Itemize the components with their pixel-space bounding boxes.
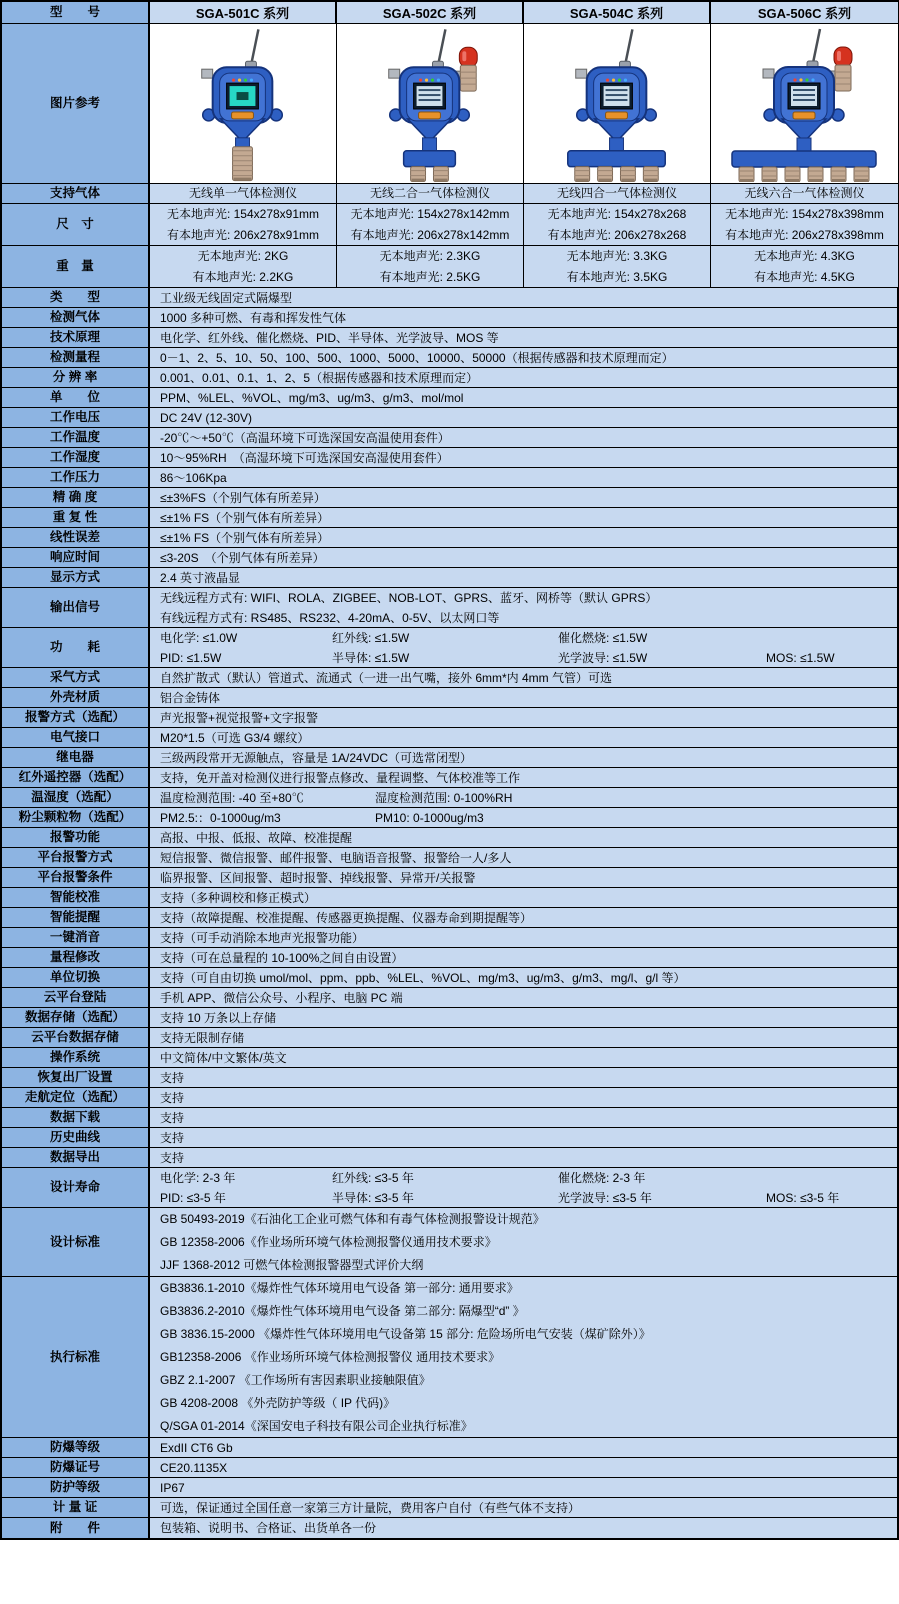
product-image-sga-506c xyxy=(711,24,898,183)
value-line: 支持（可手动消除本地声光报警功能） xyxy=(160,930,365,945)
value-segment: 红外线: ≤1.5W xyxy=(332,630,410,645)
value-line: ≤±1% FS（个别气体有所差异） xyxy=(160,510,330,525)
row-label: 工作湿度 xyxy=(2,448,150,467)
row-label: 操作系统 xyxy=(2,1048,150,1067)
spec-row xyxy=(2,1438,897,1458)
value-line: 有本地声光: 2.5KG xyxy=(379,269,481,284)
row-value xyxy=(150,928,897,947)
value-line: 无本地声光: 2KG xyxy=(197,248,289,263)
spec-row-4col xyxy=(2,204,897,246)
spec-row xyxy=(2,388,897,408)
row-value xyxy=(150,768,897,787)
row-value xyxy=(150,1148,897,1167)
header-model-label: 型 号 xyxy=(2,2,150,23)
value-line: 支持，免开盖对检测仪进行报警点修改、量程调整、气体校准等工作 xyxy=(160,770,521,785)
spec-row xyxy=(2,408,897,428)
spec-row xyxy=(2,1208,897,1277)
value-line: 手机 APP、微信公众号、小程序、电脑 PC 端 xyxy=(160,990,403,1005)
row-label: 工作压力 xyxy=(2,468,150,487)
value-segment: PM2.5:：0-1000ug/m3 xyxy=(160,810,281,825)
row-label: 功 耗 xyxy=(2,628,150,667)
value-line: 86～106Kpa xyxy=(160,470,227,485)
spec-row xyxy=(2,1028,897,1048)
value-line: 支持 xyxy=(160,1130,185,1145)
row-value xyxy=(150,1128,897,1147)
row-label: 检测量程 xyxy=(2,348,150,367)
row-value-cell xyxy=(711,204,898,245)
product-image-sga-501c xyxy=(150,24,337,183)
header-model-sga-502c: SGA-502C 系列 xyxy=(337,2,524,23)
row-label: 粉尘颗粒物（选配） xyxy=(2,808,150,827)
value-line: 无线远程方式有: WIFI、ROLA、ZIGBEE、NOB-LOT、GPRS、蓝牙、网桥等（默认 GPRS） xyxy=(160,590,658,605)
row-label: 继电器 xyxy=(2,748,150,767)
value-line: 临界报警、区间报警、超时报警、掉线报警、异常开/关报警 xyxy=(160,870,476,885)
row-label: 显示方式 xyxy=(2,568,150,587)
value-line: 有本地声光: 206x278x142mm xyxy=(350,227,510,242)
spec-row xyxy=(2,828,897,848)
row-label: 数据导出 xyxy=(2,1148,150,1167)
row-label: 重 量 xyxy=(2,246,150,287)
spec-row xyxy=(2,348,897,368)
value-segment: PM10: 0-1000ug/m3 xyxy=(375,810,484,825)
spec-row xyxy=(2,748,897,768)
spec-row xyxy=(2,1008,897,1028)
spec-row xyxy=(2,1518,897,1538)
value-line: 有本地声光: 4.5KG xyxy=(754,269,855,284)
row-value xyxy=(150,748,897,767)
row-label: 线性误差 xyxy=(2,528,150,547)
row-label: 防爆等级 xyxy=(2,1438,150,1457)
row-value xyxy=(150,1518,897,1538)
row-value xyxy=(150,888,897,907)
row-label: 外壳材质 xyxy=(2,688,150,707)
value-line: ExdII CT6 Gb xyxy=(160,1440,233,1455)
row-value-cell xyxy=(337,184,524,203)
value-line: 无线四合一气体检测仪 xyxy=(556,186,677,200)
spec-row xyxy=(2,568,897,588)
row-label: 检测气体 xyxy=(2,308,150,327)
value-segment: 红外线: ≤3-5 年 xyxy=(332,1170,414,1185)
value-line: 可选，保证通过全国任意一家第三方计量院，费用客户自付（有些气体不支持） xyxy=(160,1500,581,1515)
row-value xyxy=(150,288,897,307)
row-label: 智能提醒 xyxy=(2,908,150,927)
row-value xyxy=(150,408,897,427)
spec-row xyxy=(2,308,897,328)
row-value xyxy=(150,708,897,727)
value-line: 无本地声光: 154x278x142mm xyxy=(350,206,510,221)
row-value xyxy=(150,1068,897,1087)
row-value xyxy=(150,488,897,507)
row-value xyxy=(150,968,897,987)
value-line: GB 3836.15-2000 《爆炸性气体环境用电气设备第 15 部分: 危险场所电气安装（煤矿除外）》 xyxy=(160,1326,651,1341)
row-value-cell xyxy=(711,246,898,287)
value-segment: 光学波导: ≤3-5 年 xyxy=(558,1190,652,1205)
value-line: GB3836.1-2010《爆炸性气体环境用电气设备 第一部分: 通用要求》 xyxy=(160,1280,519,1295)
row-value xyxy=(150,848,897,867)
row-label: 数据存储（选配） xyxy=(2,1008,150,1027)
row-label: 恢复出厂设置 xyxy=(2,1068,150,1087)
row-value xyxy=(150,588,897,627)
value-line: 声光报警+视觉报警+文字报警 xyxy=(160,710,319,725)
row-value xyxy=(150,328,897,347)
spec-row xyxy=(2,908,897,928)
row-value xyxy=(150,1028,897,1047)
value-segment: 半导体: ≤3-5 年 xyxy=(332,1190,414,1205)
row-value xyxy=(150,808,897,827)
value-line: 2.4 英寸液晶显 xyxy=(160,570,241,585)
header-model-sga-501c: SGA-501C 系列 xyxy=(150,2,337,23)
value-line: 支持无限制存储 xyxy=(160,1030,245,1045)
row-label: 设计标准 xyxy=(2,1208,150,1276)
row-label: 历史曲线 xyxy=(2,1128,150,1147)
value-line xyxy=(160,648,897,668)
value-line: 有本地声光: 206x278x91mm xyxy=(166,227,320,242)
row-value xyxy=(150,448,897,467)
row-label: 一键消音 xyxy=(2,928,150,947)
row-value xyxy=(150,1458,897,1477)
value-line: 无本地声光: 4.3KG xyxy=(754,248,855,263)
spec-row xyxy=(2,1048,897,1068)
row-label: 防护等级 xyxy=(2,1478,150,1497)
value-segment: PID: ≤1.5W xyxy=(160,650,222,665)
spec-row xyxy=(2,1088,897,1108)
row-label: 采气方式 xyxy=(2,668,150,687)
value-line: 0.001、0.01、0.1、1、2、5（根据传感器和技术原理而定） xyxy=(160,370,479,385)
value-line: 0－1、2、5、10、50、100、500、1000、5000、10000、50000（根据传感器和技术原理而定） xyxy=(160,350,674,365)
value-line: 无本地声光: 154x278x398mm xyxy=(725,206,884,221)
value-line: 无线六合一气体检测仪 xyxy=(744,186,865,200)
value-line: ≤±3%FS（个别气体有所差异） xyxy=(160,490,326,505)
value-line: 有线远程方式有: RS485、RS232、4-20mA、0-5V、以太网口等 xyxy=(160,610,500,625)
row-value xyxy=(150,1498,897,1517)
row-label: 走航定位（选配） xyxy=(2,1088,150,1107)
row-label: 工作电压 xyxy=(2,408,150,427)
spec-row xyxy=(2,288,897,308)
spec-row xyxy=(2,628,897,668)
row-label: 温湿度（选配） xyxy=(2,788,150,807)
row-value xyxy=(150,988,897,1007)
row-value xyxy=(150,1478,897,1497)
row-value xyxy=(150,688,897,707)
value-segment: PID: ≤3-5 年 xyxy=(160,1190,226,1205)
value-line: GB3836.2-2010《爆炸性气体环境用电气设备 第二部分: 隔爆型“d” 》 xyxy=(160,1303,525,1318)
row-label: 量程修改 xyxy=(2,948,150,967)
row-value xyxy=(150,508,897,527)
row-label: 电气接口 xyxy=(2,728,150,747)
product-image-sga-502c xyxy=(337,24,524,183)
value-line: 工业级无线固定式隔爆型 xyxy=(160,290,293,305)
row-label: 类 型 xyxy=(2,288,150,307)
row-label: 单 位 xyxy=(2,388,150,407)
spec-row xyxy=(2,868,897,888)
gas-detector-6-sensor-beacon xyxy=(711,25,898,182)
row-value xyxy=(150,528,897,547)
value-line: 1000 多种可燃、有毒和挥发性气体 xyxy=(160,310,347,325)
row-value-cell xyxy=(150,246,337,287)
product-image-sga-504c xyxy=(524,24,711,183)
value-line: 无本地声光: 3.3KG xyxy=(566,248,668,263)
value-segment: 催化燃烧: 2-3 年 xyxy=(558,1170,646,1185)
row-value-cell xyxy=(524,204,711,245)
value-line: 有本地声光: 206x278x398mm xyxy=(725,227,884,242)
value-line: 支持 xyxy=(160,1110,185,1125)
row-value-cell xyxy=(524,246,711,287)
value-line: IP67 xyxy=(160,1480,185,1495)
spec-row xyxy=(2,328,897,348)
row-value xyxy=(150,1168,897,1207)
value-line: JJF 1368-2012 可燃气体检测报警器型式评价大纲 xyxy=(160,1257,424,1272)
header-row xyxy=(2,2,897,24)
value-line: CE20.1135X xyxy=(160,1460,228,1475)
value-line: 支持 xyxy=(160,1070,185,1085)
spec-row xyxy=(2,1498,897,1518)
value-line: 中文简体/中文繁体/英文 xyxy=(160,1050,287,1065)
value-segment: 半导体: ≤1.5W xyxy=(332,650,410,665)
value-line: 支持 10 万条以上存储 xyxy=(160,1010,277,1025)
row-value xyxy=(150,1277,897,1437)
spec-row xyxy=(2,1108,897,1128)
row-value xyxy=(150,788,897,807)
spec-row xyxy=(2,508,897,528)
spec-row xyxy=(2,488,897,508)
value-line xyxy=(160,808,897,828)
row-value-cell xyxy=(524,184,711,203)
header-model-sga-506c: SGA-506C 系列 xyxy=(711,2,898,23)
row-value-cell xyxy=(337,204,524,245)
row-value xyxy=(150,628,897,667)
value-line: 电化学、红外线、催化燃烧、PID、半导体、光学波导、MOS 等 xyxy=(160,330,499,345)
row-value xyxy=(150,828,897,847)
value-line: 10～95%RH （高湿环境下可选深国安高湿使用套件） xyxy=(160,450,449,465)
row-value xyxy=(150,1438,897,1457)
spec-row xyxy=(2,548,897,568)
spec-row xyxy=(2,1128,897,1148)
value-line: 支持（多种调校和修正模式） xyxy=(160,890,317,905)
row-value xyxy=(150,1108,897,1127)
value-segment: MOS: ≤3-5 年 xyxy=(766,1190,840,1205)
row-value xyxy=(150,668,897,687)
value-line: 无线单一气体检测仪 xyxy=(188,186,297,200)
row-label: 设计寿命 xyxy=(2,1168,150,1207)
row-value xyxy=(150,948,897,967)
spec-row xyxy=(2,988,897,1008)
row-label: 平台报警方式 xyxy=(2,848,150,867)
row-value xyxy=(150,868,897,887)
row-label: 防爆证号 xyxy=(2,1458,150,1477)
spec-row xyxy=(2,768,897,788)
row-value-cell xyxy=(711,184,898,203)
row-label: 支持气体 xyxy=(2,184,150,203)
value-line: -20℃～+50℃（高温环境下可选深国安高温使用套件） xyxy=(160,430,450,445)
value-line: 包装箱、说明书、合格证、出货单各一份 xyxy=(160,1521,377,1535)
spec-row xyxy=(2,1277,897,1438)
row-label: 平台报警条件 xyxy=(2,868,150,887)
row-value xyxy=(150,908,897,927)
spec-row xyxy=(2,728,897,748)
value-line xyxy=(160,1168,897,1188)
value-line: GB 50493-2019《石油化工企业可燃气体和有毒气体检测报警设计规范》 xyxy=(160,1211,545,1226)
spec-row xyxy=(2,1068,897,1088)
row-label: 单位切换 xyxy=(2,968,150,987)
row-label: 附 件 xyxy=(2,1518,150,1538)
image-row-label: 图片参考 xyxy=(2,24,150,183)
value-line: 有本地声光: 206x278x268 xyxy=(547,227,687,242)
value-line: ≤±1% FS（个别气体有所差异） xyxy=(160,530,330,545)
row-label: 工作温度 xyxy=(2,428,150,447)
value-line: 无本地声光: 2.3KG xyxy=(379,248,481,263)
gas-detector-4-sensor xyxy=(524,25,710,182)
spec-row xyxy=(2,688,897,708)
value-line: 铝合金铸体 xyxy=(160,690,221,705)
spec-row xyxy=(2,1458,897,1478)
spec-row xyxy=(2,428,897,448)
value-line: 支持 xyxy=(160,1150,185,1165)
spec-row xyxy=(2,948,897,968)
row-value xyxy=(150,468,897,487)
spec-row-4col xyxy=(2,184,897,204)
value-line: 支持（可自由切换 umol/mol、ppm、ppb、%LEL、%VOL、mg/m3、ug/m3、g/m3、mg/l、g/l 等） xyxy=(160,970,686,985)
value-line: 高报、中报、低报、故障、校准提醒 xyxy=(160,830,353,845)
value-line xyxy=(160,1188,897,1208)
spec-row xyxy=(2,368,897,388)
row-label: 尺 寸 xyxy=(2,204,150,245)
gas-detector-1-sensor xyxy=(150,25,336,182)
row-value-cell xyxy=(150,184,337,203)
value-line: Q/SGA 01-2014《深国安电子科技有限公司企业执行标准》 xyxy=(160,1418,473,1433)
spec-row xyxy=(2,968,897,988)
value-line: 无线二合一气体检测仪 xyxy=(369,186,490,200)
spec-row xyxy=(2,928,897,948)
row-value xyxy=(150,368,897,387)
spec-row xyxy=(2,708,897,728)
row-label: 执行标准 xyxy=(2,1277,150,1437)
spec-row xyxy=(2,588,897,628)
row-value xyxy=(150,1048,897,1067)
spec-row xyxy=(2,468,897,488)
header-model-sga-504c: SGA-504C 系列 xyxy=(524,2,711,23)
row-value xyxy=(150,428,897,447)
row-value xyxy=(150,548,897,567)
spec-row xyxy=(2,888,897,908)
spec-row xyxy=(2,1148,897,1168)
value-line xyxy=(160,628,897,648)
spec-row xyxy=(2,848,897,868)
value-segment: 电化学: ≤1.0W xyxy=(160,630,238,645)
value-line: 三级两段常开无源触点，容量是 1A/24VDC（可选常闭型） xyxy=(160,750,473,765)
row-label: 技术原理 xyxy=(2,328,150,347)
row-label: 计 量 证 xyxy=(2,1498,150,1517)
value-line: DC 24V (12-30V) xyxy=(160,410,253,425)
value-line: ≤3-20S （个别气体有所差异） xyxy=(160,550,325,565)
value-segment: MOS: ≤1.5W xyxy=(766,650,835,665)
row-label: 响应时间 xyxy=(2,548,150,567)
row-label: 红外遥控器（选配） xyxy=(2,768,150,787)
row-label: 重 复 性 xyxy=(2,508,150,527)
spec-row xyxy=(2,1168,897,1208)
row-label: 精 确 度 xyxy=(2,488,150,507)
row-value-cell xyxy=(337,246,524,287)
row-value xyxy=(150,1008,897,1027)
gas-detector-2-sensor-beacon xyxy=(337,25,523,182)
value-segment: 湿度检测范围: 0-100%RH xyxy=(375,790,513,805)
value-line: 无本地声光: 154x278x268 xyxy=(547,206,687,221)
value-line: 自然扩散式（默认）管道式、流通式（一进一出气嘴，接外 6mm*内 4mm 气管）可选 xyxy=(160,670,613,685)
row-label: 智能校准 xyxy=(2,888,150,907)
value-line: GB 4208-2008 《外壳防护等级（ IP 代码)》 xyxy=(160,1395,396,1410)
value-line: GB12358-2006 《作业场所环境气体检测报警仪 通用技术要求》 xyxy=(160,1349,501,1364)
spec-row xyxy=(2,788,897,808)
row-label: 报警功能 xyxy=(2,828,150,847)
row-value xyxy=(150,388,897,407)
spec-row xyxy=(2,808,897,828)
row-value xyxy=(150,568,897,587)
spec-row xyxy=(2,448,897,468)
row-label: 数据下载 xyxy=(2,1108,150,1127)
row-value xyxy=(150,348,897,367)
row-label: 云平台数据存储 xyxy=(2,1028,150,1047)
row-value xyxy=(150,1208,897,1276)
spec-row-4col xyxy=(2,246,897,288)
row-value xyxy=(150,728,897,747)
value-line: 短信报警、微信报警、邮件报警、电脑语音报警、报警给一人/多人 xyxy=(160,850,512,865)
value-segment: 温度检测范围: -40 至+80℃ xyxy=(160,790,304,805)
row-label: 报警方式（选配） xyxy=(2,708,150,727)
image-row xyxy=(2,24,897,184)
value-segment: 电化学: 2-3 年 xyxy=(160,1170,236,1185)
value-line: 有本地声光: 3.5KG xyxy=(566,269,668,284)
spec-row xyxy=(2,1478,897,1498)
value-line: 无本地声光: 154x278x91mm xyxy=(166,206,320,221)
row-label: 分 辨 率 xyxy=(2,368,150,387)
row-value xyxy=(150,1088,897,1107)
spec-row xyxy=(2,668,897,688)
value-line: M20*1.5（可选 G3/4 螺纹） xyxy=(160,730,310,745)
row-value-cell xyxy=(150,204,337,245)
row-label: 云平台登陆 xyxy=(2,988,150,1007)
value-segment: 光学波导: ≤1.5W xyxy=(558,650,648,665)
value-line: 支持 xyxy=(160,1090,185,1105)
value-line: 支持（可在总量程的 10-100%之间自由设置） xyxy=(160,950,404,965)
spec-row xyxy=(2,528,897,548)
value-segment: 催化燃烧: ≤1.5W xyxy=(558,630,648,645)
value-line: GBZ 2.1-2007 《工作场所有害因素职业接触限值》 xyxy=(160,1372,431,1387)
value-line: 支持（故障提醒、校准提醒、传感器更换提醒、仪器寿命到期提醒等） xyxy=(160,910,533,925)
value-line: GB 12358-2006《作业场所环境气体检测报警仪通用技术要求》 xyxy=(160,1234,497,1249)
value-line: 有本地声光: 2.2KG xyxy=(192,269,294,284)
row-label: 输出信号 xyxy=(2,588,150,627)
value-line xyxy=(160,788,897,808)
value-line: PPM、%LEL、%VOL、mg/m3、ug/m3、g/m3、mol/mol xyxy=(160,390,464,405)
row-value xyxy=(150,308,897,327)
